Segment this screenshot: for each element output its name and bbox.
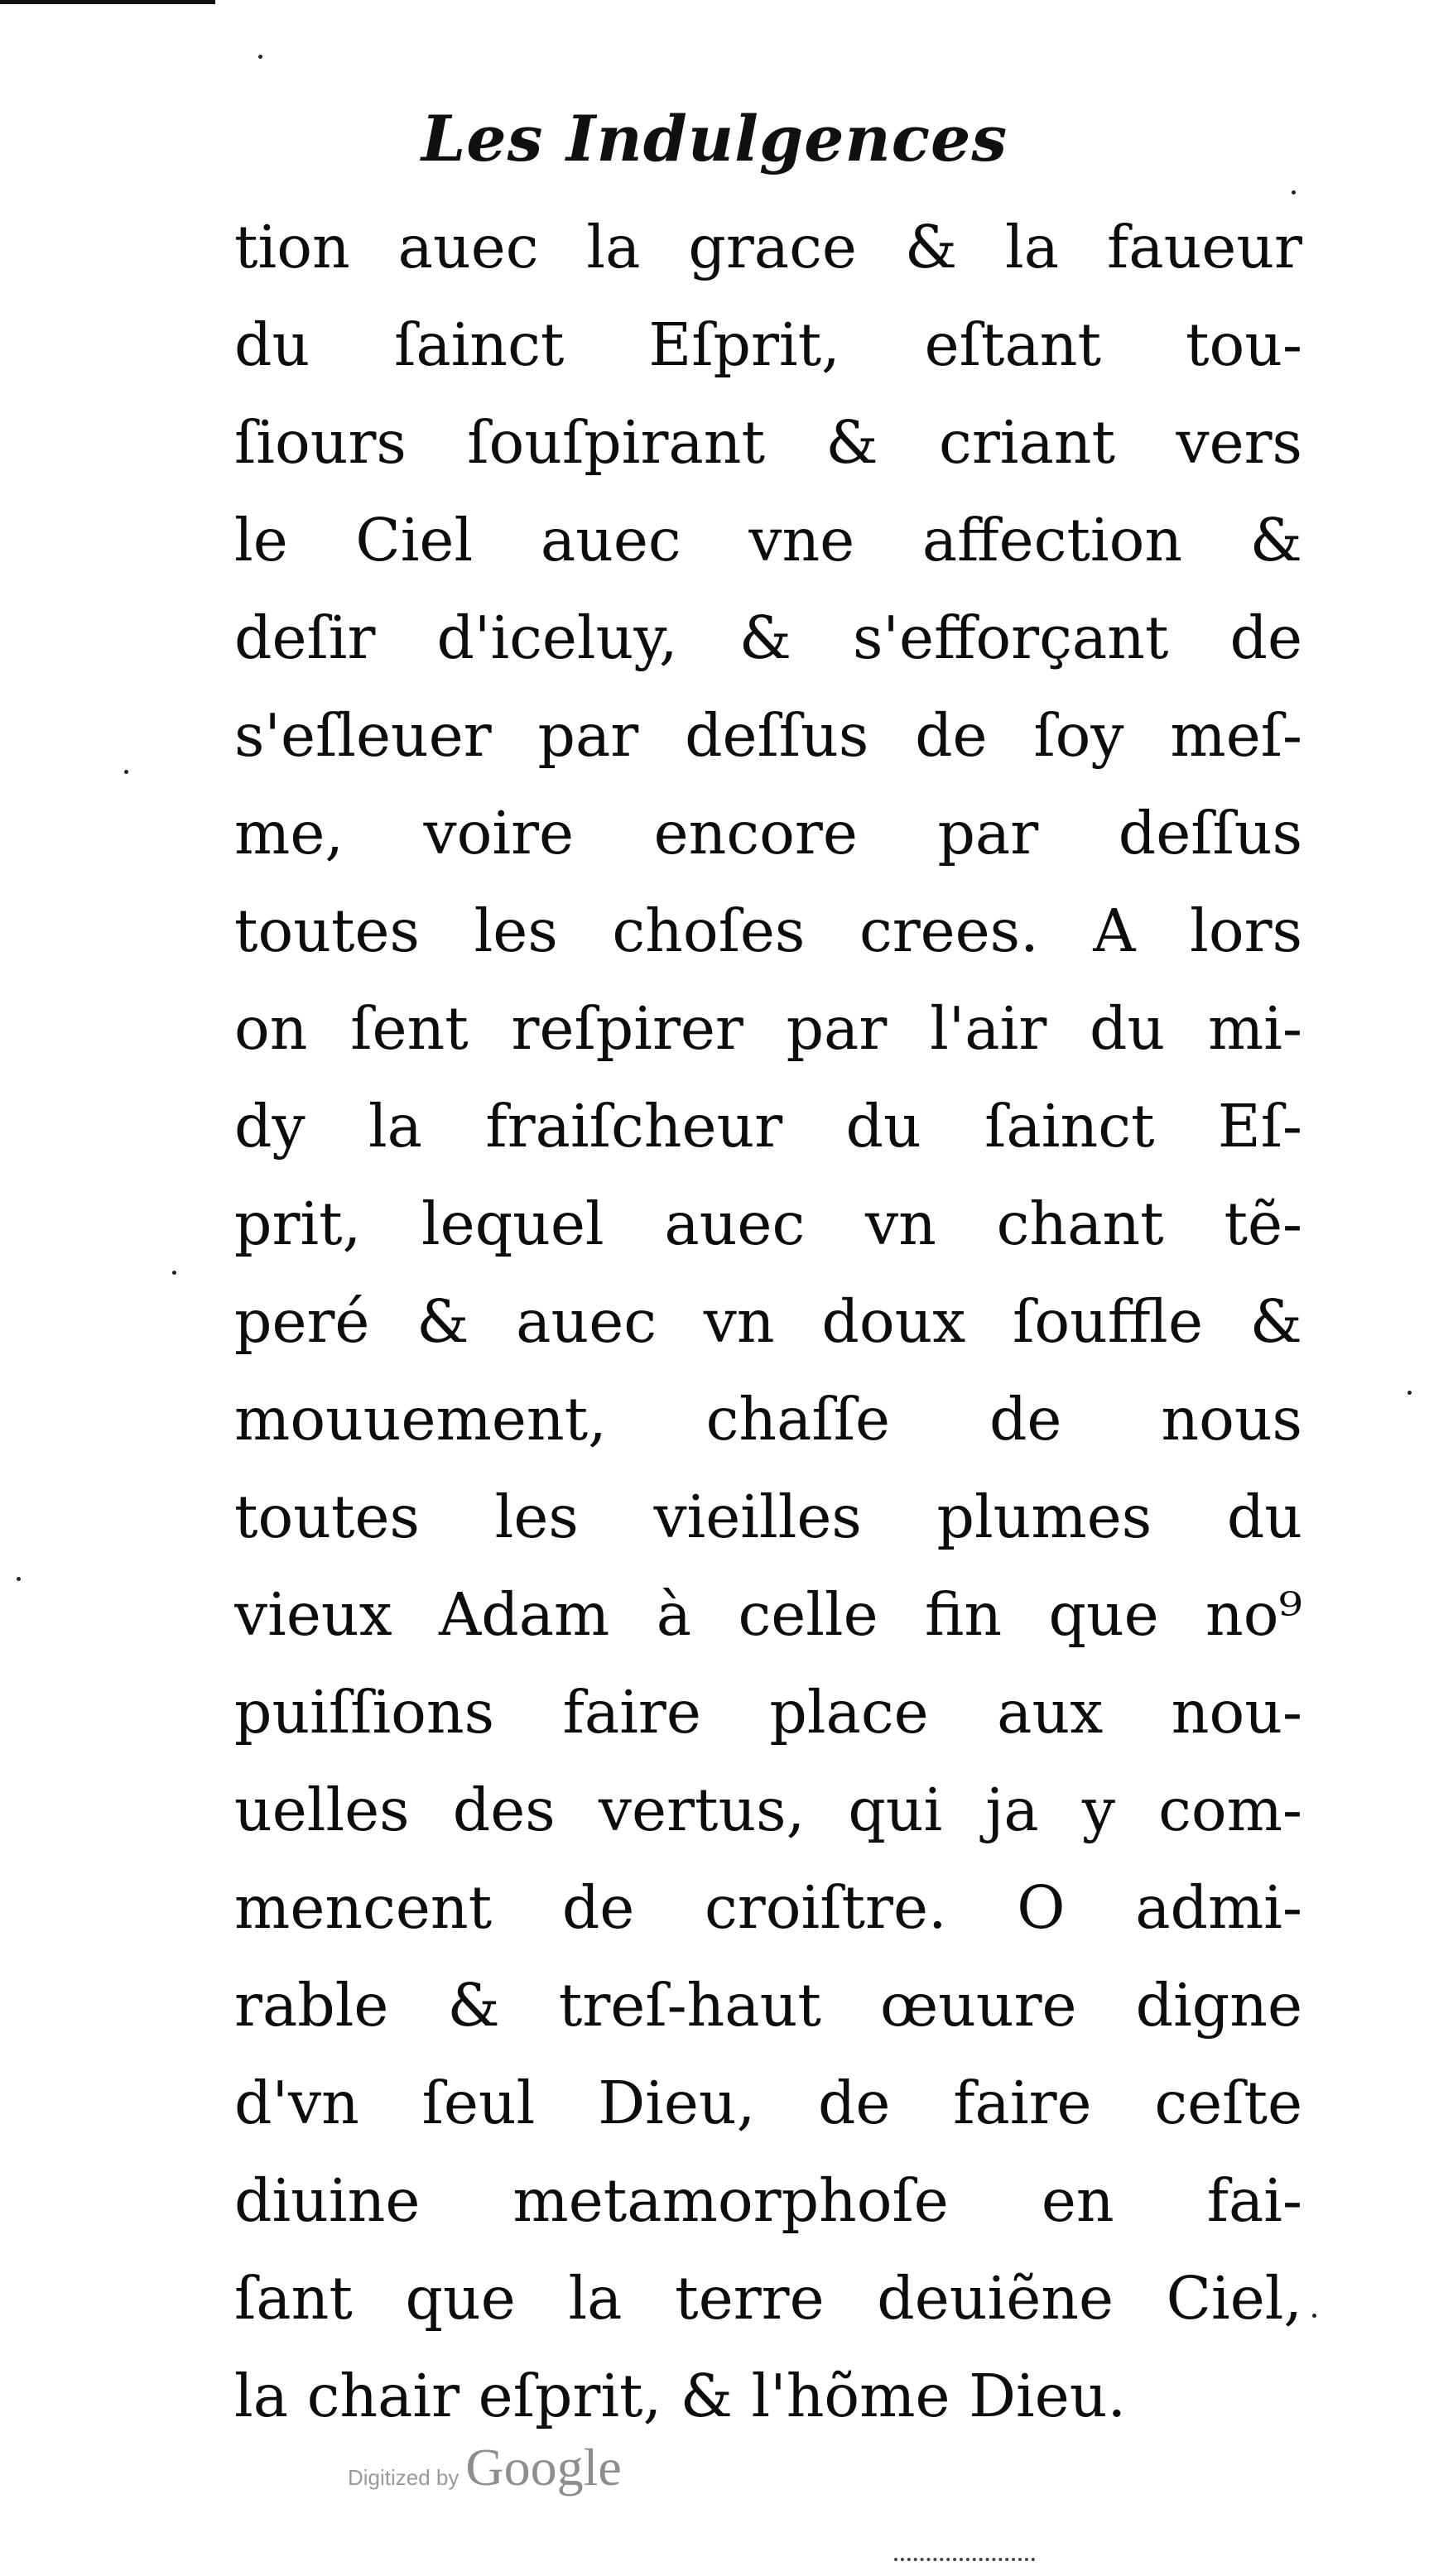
text-line: d'vn ſeul Dieu, de faire ceſte (234, 2069, 1302, 2137)
ink-speck (124, 770, 128, 774)
text-line: prit, lequel auec vn chant tẽ- (234, 1189, 1302, 1258)
text-line: s'eſleuer par deſſus de ſoy meſ- (234, 701, 1302, 770)
digitized-watermark (348, 2437, 622, 2503)
text-line: le Ciel auec vne affection & (234, 506, 1302, 574)
ink-speck (1407, 1391, 1412, 1395)
text-line: ſant que la terre deuiẽne Ciel, (234, 2264, 1302, 2333)
text-line: peré & auec vn doux ſouffle & (234, 1287, 1302, 1356)
body-text (234, 199, 1302, 2445)
text-line: la chair eſprit, & l'hõme Dieu. (234, 2362, 1127, 2430)
watermark-prefix: Digitized by (348, 2465, 459, 2490)
text-line: dy la fraiſcheur du ſainct Eſ- (234, 1092, 1302, 1161)
text-line: mencent de croiſtre. O admi- (234, 1873, 1302, 1942)
text-line: du ſainct Eſprit, eſtant tou- (234, 310, 1302, 379)
ink-speck (1312, 2314, 1316, 2318)
ink-speck (258, 55, 262, 59)
ink-speck (1292, 190, 1296, 195)
text-line: vieux Adam à celle fin que no⁹ (234, 1580, 1302, 1649)
text-line: diuine metamorphoſe en fai- (234, 2166, 1302, 2235)
watermark-brand: Google (465, 2438, 622, 2497)
text-line: me, voire encore par deſſus (234, 799, 1302, 867)
ink-speck (172, 1271, 176, 1275)
text-line: rable & treſ-haut œuure digne (234, 1971, 1302, 2040)
next-page-bleed-marks (894, 2558, 1035, 2569)
text-line: tion auec la grace & la faueur (234, 213, 1302, 281)
running-head: Les Indulgences (421, 102, 1008, 175)
text-line: deſir d'iceluy, & s'efforçant de (234, 603, 1302, 672)
text-line: toutes les vieilles plumes du (234, 1483, 1302, 1551)
text-line: puiſſions faire place aux nou- (234, 1678, 1302, 1747)
text-line: on ſent reſpirer par l'air du mi- (234, 994, 1302, 1063)
text-line: uelles des vertus, qui ja y com- (234, 1776, 1302, 1844)
text-line: toutes les choſes crees. A lors (234, 896, 1302, 965)
top-edge-rule (0, 0, 215, 4)
ink-speck (17, 1577, 21, 1581)
text-line: ſiours ſouſpirant & criant vers (234, 408, 1302, 477)
text-line: mouuement, chaſſe de nous (234, 1385, 1302, 1454)
